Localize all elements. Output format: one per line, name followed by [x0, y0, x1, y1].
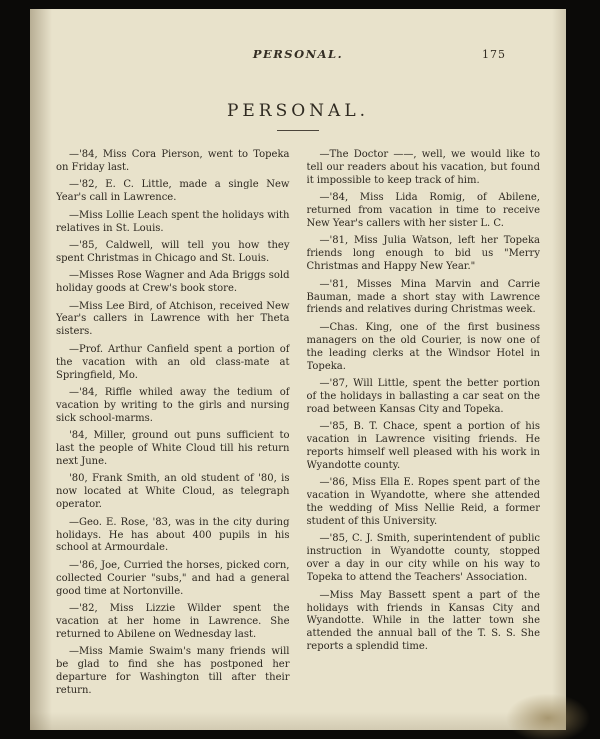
title-block	[30, 101, 566, 131]
paragraph: —'85, Caldwell, will tell you how they spent Christmas in Chicago and St. Louis.	[56, 239, 290, 264]
paragraph: —Miss Lollie Leach spent the holidays with relatives in St. Louis.	[56, 209, 290, 234]
paragraph: —'82, E. C. Little, made a single New Year's call in Lawrence.	[56, 179, 290, 204]
paragraph: —Chas. King, one of the first business managers on the old Courier, is now one of the leading clerks at the Windsor Hotel in Topeka.	[306, 321, 540, 372]
page-number: 175	[482, 48, 506, 61]
text-columns	[56, 149, 540, 704]
paragraph: —'84, Miss Cora Pierson, went to Topeka on Friday last.	[56, 149, 290, 173]
left-column	[56, 149, 290, 704]
running-header: PERSONAL.	[252, 47, 344, 61]
right-column	[307, 149, 541, 704]
paragraph: —'86, Joe, Curried the horses, picked corn, collected Courier "subs," and had a general good time at Nortonville.	[56, 559, 290, 597]
paragraph: —'85, B. T. Chace, spent a portion of his vacation in Lawrence visiting friends. He reports himself well pleased with his work in Wyandotte county.	[306, 421, 540, 471]
title-rule	[277, 130, 319, 131]
paragraph: —'81, Misses Mina Marvin and Carrie Bauman, made a short stay with Lawrence friends and relatives during Christmas week.	[306, 278, 540, 316]
paragraph: —'84, Miss Lida Romig, of Abilene, returned from vacation in time to receive New Year's callers with her sister L. C.	[306, 192, 540, 230]
paragraph: '80, Frank Smith, an old student of '80, is now located at White Cloud, as telegraph operator.	[56, 473, 290, 511]
paragraph: '84, Miller, ground out puns sufficient to last the people of White Cloud till his return next June.	[56, 430, 290, 468]
paragraph: —Miss May Bassett spent a part of the holidays with friends in Kansas City and Wyandotte. While in the latter town she attended the annual ball of the T. S. S. She reports a splendid time.	[306, 589, 540, 653]
paragraph: —Geo. E. Rose, '83, was in the city during holidays. He has about 400 pupils in his school at Armourdale.	[56, 516, 290, 554]
paragraph: —'82, Miss Lizzie Wilder spent the vacation at her home in Lawrence. She returned to Abilene on Wednesday last.	[56, 603, 290, 640]
page-header	[56, 47, 540, 63]
paragraph: —'85, C. J. Smith, superintendent of public instruction in Wyandotte county, stopped over a day in our city while on his way to Topeka to attend the Teachers' Association.	[306, 533, 540, 584]
paragraph: —Miss Mamie Swaim's many friends will be glad to find she has postponed her departure for Washington till after their return.	[56, 646, 290, 697]
paragraph: —'87, Will Little, spent the better portion of the holidays in ballasting a car seat on the road between Kansas City and Topeka.	[306, 378, 540, 415]
paragraph: —The Doctor ——, well, we would like to tell our readers about his vacation, but found it impossible to keep track of him.	[306, 149, 540, 186]
paragraph: —Misses Rose Wagner and Ada Briggs sold holiday goods at Crew's book store.	[56, 270, 290, 295]
paragraph: —Miss Lee Bird, of Atchison, received New Year's callers in Lawrence with her Theta sisters.	[56, 300, 290, 338]
page-title: PERSONAL.	[226, 101, 370, 121]
paragraph: —'86, Miss Ella E. Ropes spent part of the vacation in Wyandotte, where she attended the wedding of Miss Nellie Reid, a former student of this University.	[306, 477, 540, 528]
paragraph: —Prof. Arthur Canfield spent a portion of the vacation with an old class-mate at Springfield, Mo.	[56, 343, 290, 381]
paragraph: —'84, Riffle whiled away the tedium of vacation by writing to the girls and nursing sick school-marms.	[56, 387, 290, 424]
document-page	[30, 9, 566, 730]
paragraph: —'81, Miss Julia Watson, left her Topeka friends long enough to bid us "Merry Christmas and Happy New Year."	[306, 235, 540, 273]
